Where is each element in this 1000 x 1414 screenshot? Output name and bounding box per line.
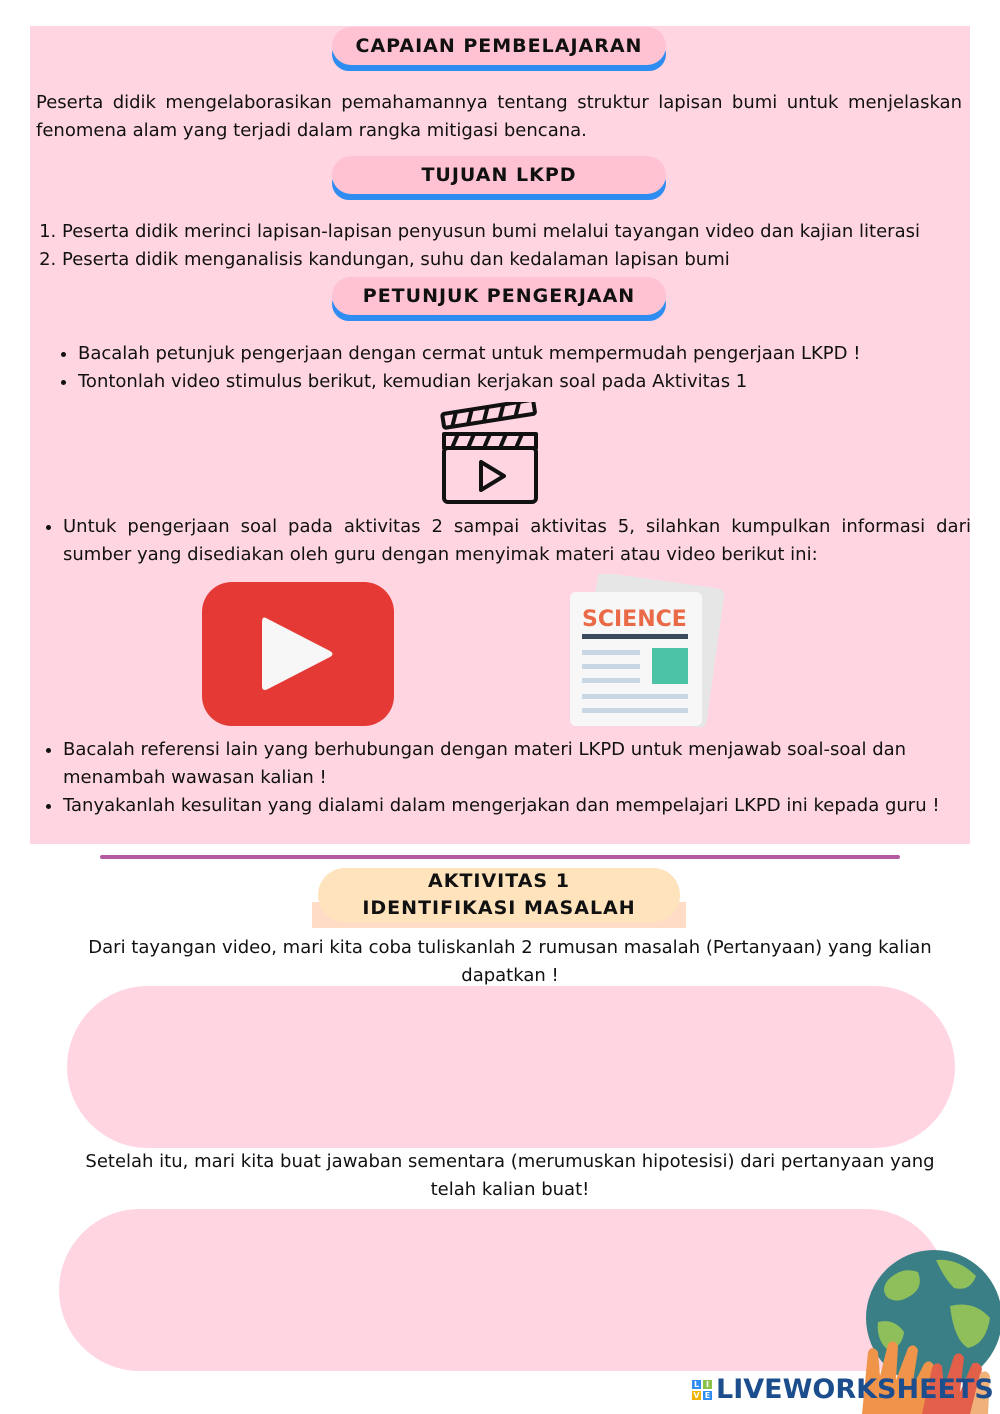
petunjuk-heading bbox=[332, 277, 666, 321]
aktivitas-prompt-1: Dari tayangan video, mari kita coba tuliskanlah 2 rumusan masalah (Pertanyaan) yang kalian dapatkan ! bbox=[88, 937, 932, 986]
list-item: • Tontonlah video stimulus berikut, kemudian kerjakan soal pada Aktivitas 1 bbox=[78, 368, 978, 396]
petunjuk-list-middle bbox=[63, 513, 971, 569]
section-divider bbox=[100, 855, 900, 859]
petunjuk-list-top bbox=[78, 340, 978, 396]
liveworksheets-logo-text: LIVEWORKSHEETS bbox=[716, 1374, 994, 1405]
aktivitas-heading-face bbox=[318, 868, 680, 922]
capaian-text: Peserta didik mengelaborasikan pemahamannya tentang struktur lapisan bumi untuk menjelaskan fenomena alam yang terjadi dalam rangka mitigasi bencana. bbox=[36, 92, 962, 141]
science-label: SCIENCE bbox=[582, 607, 687, 632]
list-item: • Bacalah referensi lain yang berhubungan dengan materi LKPD untuk menjawab soal-soal dan menambah wawasan kalian ! bbox=[63, 736, 963, 792]
list-item: 2. Peserta didik menganalisis kandungan, suhu dan kedalaman lapisan bumi bbox=[62, 246, 982, 274]
aktivitas-subtitle: IDENTIFIKASI MASALAH bbox=[362, 897, 636, 919]
tujuan-heading bbox=[332, 156, 666, 200]
answer-box-questions[interactable] bbox=[67, 986, 955, 1148]
aktivitas-prompt-2: Setelah itu, mari kita buat jawaban sementara (merumuskan hipotesisi) dari pertanyaan yang telah kalian buat! bbox=[85, 1151, 935, 1200]
logo-mark-letter: E bbox=[704, 1390, 711, 1400]
tujuan-heading-text: TUJUAN LKPD bbox=[332, 156, 666, 194]
capaian-heading-text: CAPAIAN PEMBELAJARAN bbox=[332, 27, 666, 65]
youtube-play-icon[interactable] bbox=[202, 582, 394, 726]
capaian-heading bbox=[332, 27, 666, 71]
science-article-icon[interactable] bbox=[566, 574, 726, 730]
video-clapper-icon[interactable] bbox=[438, 402, 544, 506]
answer-box-hypothesis[interactable] bbox=[59, 1209, 947, 1371]
logo-mark-letter: L bbox=[693, 1379, 700, 1389]
liveworksheets-mark-icon bbox=[692, 1380, 712, 1400]
petunjuk-list-bottom bbox=[63, 736, 963, 820]
logo-mark-letter: V bbox=[693, 1390, 700, 1400]
list-item: 1. Peserta didik merinci lapisan-lapisan penyusun bumi melalui tayangan video dan kajian literasi bbox=[62, 218, 982, 246]
logo-mark-letter: I bbox=[703, 1380, 712, 1389]
tujuan-list bbox=[62, 218, 982, 274]
list-item: • Bacalah petunjuk pengerjaan dengan cermat untuk mempermudah pengerjaan LKPD ! bbox=[78, 340, 978, 368]
list-item: • Tanyakanlah kesulitan yang dialami dalam mengerjakan dan mempelajari LKPD ini kepada guru ! bbox=[63, 792, 963, 820]
aktivitas-title: AKTIVITAS 1 bbox=[428, 870, 570, 892]
list-item: • Untuk pengerjaan soal pada aktivitas 2 sampai aktivitas 5, silahkan kumpulkan informasi dari sumber yang disediakan oleh guru dengan menyimak materi atau video berikut ini: bbox=[63, 513, 971, 569]
petunjuk-heading-text: PETUNJUK PENGERJAAN bbox=[332, 277, 666, 315]
liveworksheets-logo[interactable] bbox=[692, 1374, 994, 1405]
aktivitas-heading bbox=[312, 866, 686, 928]
